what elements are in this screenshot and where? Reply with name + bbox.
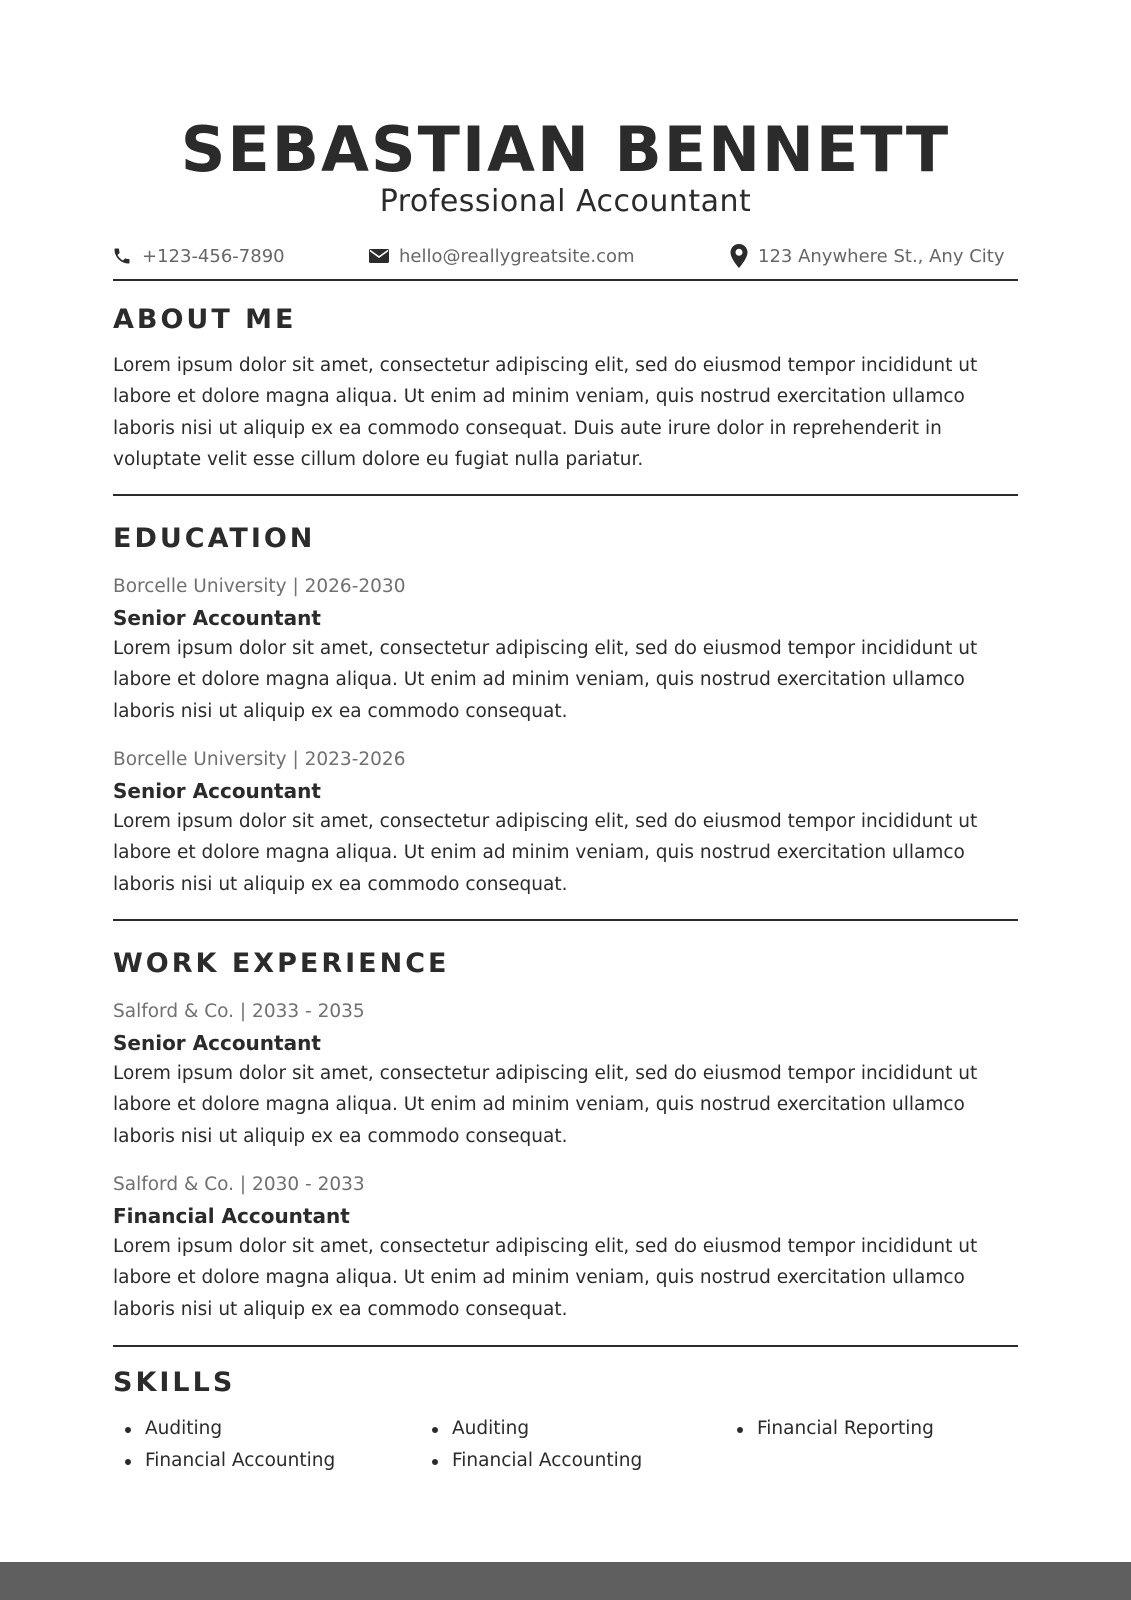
- education-item-meta: Borcelle University | 2026-2030: [113, 576, 406, 597]
- education-item-text: Lorem ipsum dolor sit amet, consectetur adipiscing elit, sed do eiusmod tempor incididunt ut labore et dolore magna aliqua. Ut enim ad minim veniam, quis nostrud exercitation ullamco laboris nisi ut aliquip ex ea commodo consequat.: [113, 811, 978, 895]
- map-pin-icon: [730, 244, 748, 268]
- resume-name: SEBASTIAN BENNETT: [180, 113, 951, 186]
- phone-icon: [112, 246, 132, 266]
- skill-item: Financial Reporting: [725, 1413, 934, 1445]
- about-heading: ABOUT ME: [113, 304, 297, 335]
- education-item-meta: Borcelle University | 2023-2026: [113, 749, 406, 770]
- work-item-role: Financial Accountant: [113, 1204, 350, 1228]
- divider-about: [113, 494, 1018, 496]
- education-item-role: Senior Accountant: [113, 779, 321, 803]
- contact-email-text: hello@reallygreatsite.com: [399, 245, 635, 267]
- contact-address: [730, 242, 1004, 270]
- education-item-text: Lorem ipsum dolor sit amet, consectetur adipiscing elit, sed do eiusmod tempor incididunt ut labore et dolore magna aliqua. Ut enim ad minim veniam, quis nostrud exercitation ullamco laboris nisi ut aliquip ex ea commodo consequat.: [113, 638, 978, 722]
- footer-bar: [0, 1562, 1131, 1600]
- work-item-role: Senior Accountant: [113, 1031, 321, 1055]
- work-heading: WORK EXPERIENCE: [113, 948, 450, 979]
- skills-column: [725, 1413, 934, 1445]
- divider-work: [113, 1345, 1018, 1347]
- work-item-meta: Salford & Co. | 2033 - 2035: [113, 1001, 365, 1022]
- envelope-icon: [369, 249, 389, 263]
- skills-column: [420, 1413, 642, 1476]
- skills-heading: SKILLS: [113, 1367, 236, 1398]
- work-item-text: Lorem ipsum dolor sit amet, consectetur adipiscing elit, sed do eiusmod tempor incididunt ut labore et dolore magna aliqua. Ut enim ad minim veniam, quis nostrud exercitation ullamco laboris nisi ut aliquip ex ea commodo consequat.: [113, 1236, 978, 1320]
- education-heading: EDUCATION: [113, 523, 316, 554]
- skill-item: Financial Accounting: [113, 1445, 335, 1477]
- resume-title: Professional Accountant: [379, 184, 752, 219]
- skills-column: [113, 1413, 335, 1476]
- work-item-meta: Salford & Co. | 2030 - 2033: [113, 1174, 365, 1195]
- divider-education: [113, 919, 1018, 921]
- skill-item: Financial Accounting: [420, 1445, 642, 1477]
- contact-email: [369, 242, 635, 270]
- work-item-text: Lorem ipsum dolor sit amet, consectetur adipiscing elit, sed do eiusmod tempor incididunt ut labore et dolore magna aliqua. Ut enim ad minim veniam, quis nostrud exercitation ullamco laboris nisi ut aliquip ex ea commodo consequat.: [113, 1063, 978, 1147]
- skill-item: Auditing: [420, 1413, 642, 1445]
- contact-phone-text: +123-456-7890: [142, 245, 285, 267]
- skill-item: Auditing: [113, 1413, 335, 1445]
- contact-phone: [112, 242, 285, 270]
- divider-header: [113, 279, 1018, 281]
- about-text: Lorem ipsum dolor sit amet, consectetur adipiscing elit, sed do eiusmod tempor incididunt ut labore et dolore magna aliqua. Ut enim ad minim veniam, quis nostrud exercitation ullamco laboris nisi ut aliquip ex ea commodo consequat. Duis aute irure dolor in reprehenderit in voluptate velit esse cillum dolore eu fugiat nulla pariatur.: [113, 355, 978, 470]
- contact-address-text: 123 Anywhere St., Any City: [758, 245, 1005, 267]
- education-item-role: Senior Accountant: [113, 606, 321, 630]
